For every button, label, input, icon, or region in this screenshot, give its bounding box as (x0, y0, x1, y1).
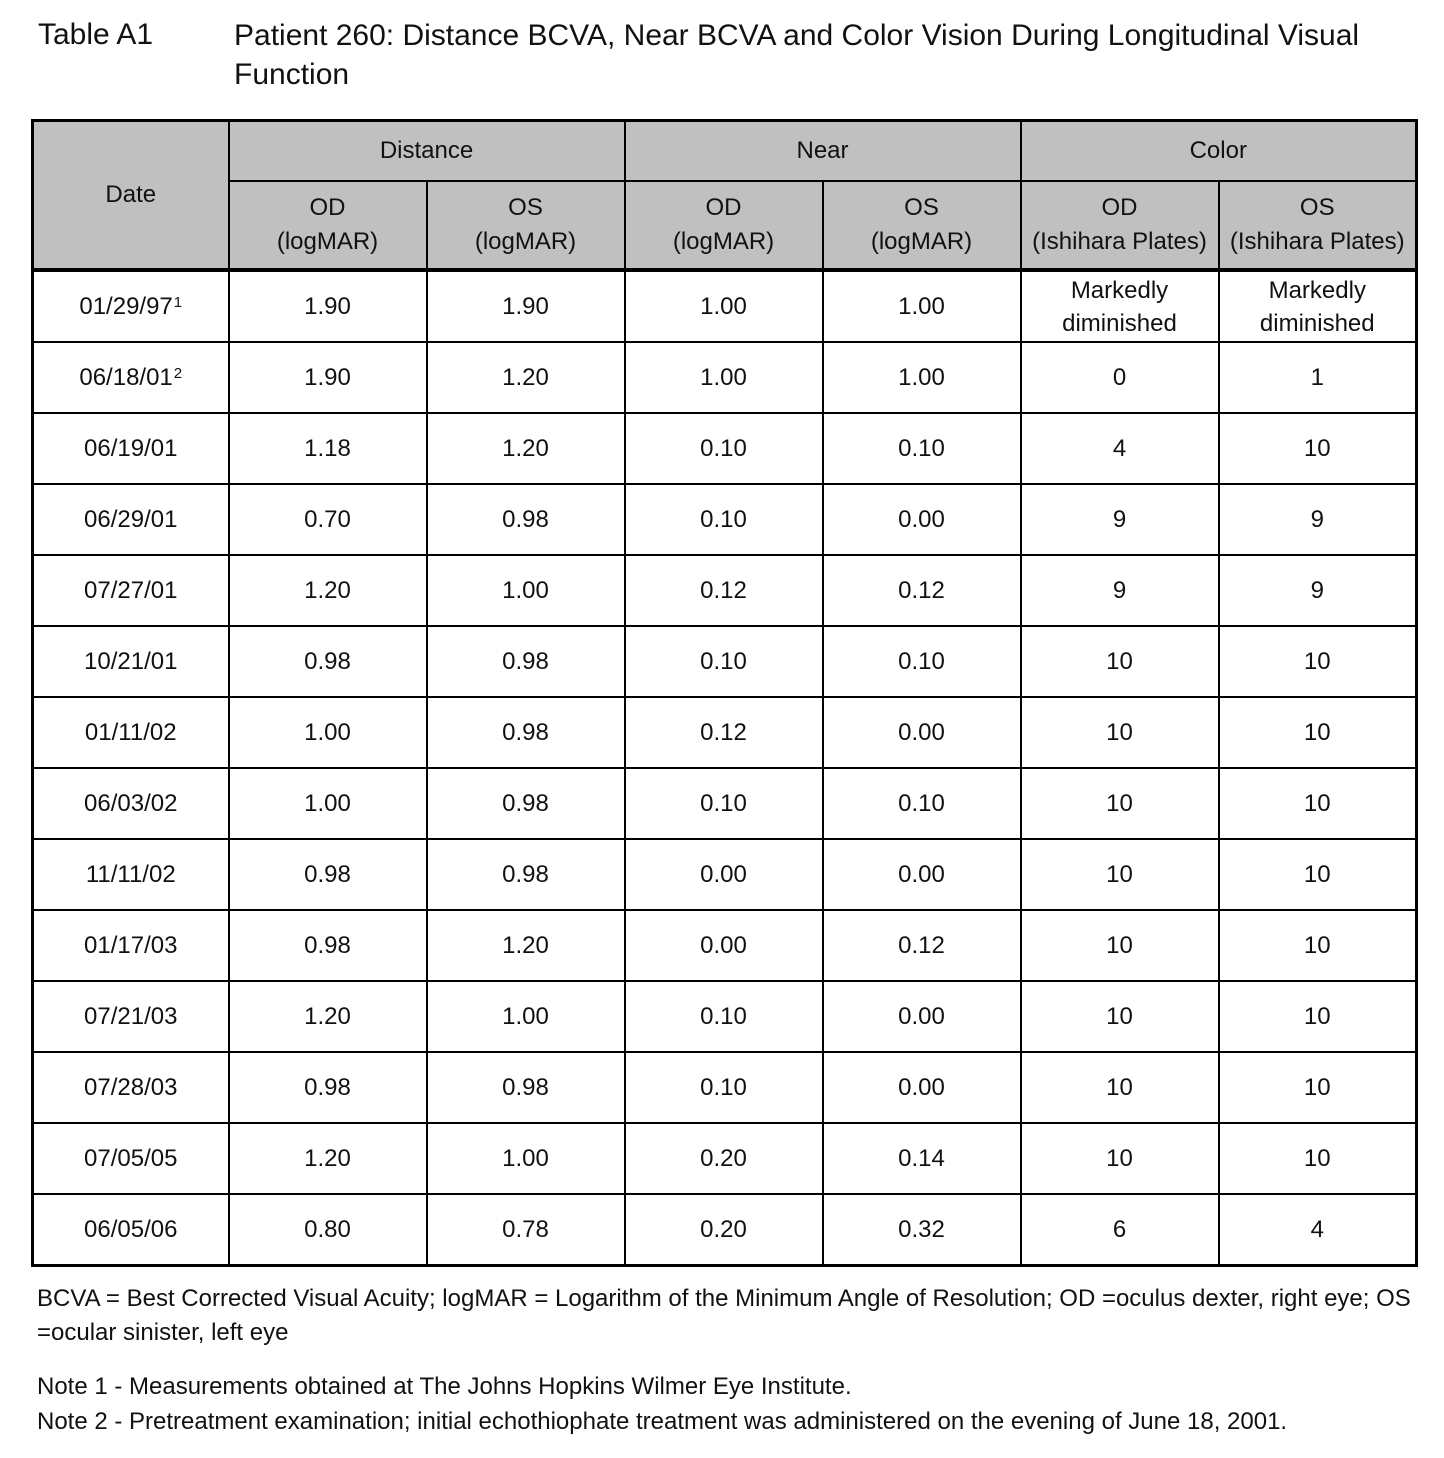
color-od-cell: 10 (1021, 1052, 1219, 1123)
color-od-cell: 6 (1021, 1194, 1219, 1266)
table-row (33, 342, 1417, 413)
color-os-cell: 10 (1219, 1052, 1417, 1123)
date-cell (33, 555, 229, 626)
color-os-cell: 10 (1219, 839, 1417, 910)
distance-od-cell: 1.90 (229, 342, 427, 413)
date-value: 11/11/02 (85, 861, 176, 888)
near-od-cell: 0.10 (625, 981, 823, 1052)
near-od-cell: 0.12 (625, 697, 823, 768)
color-os-cell: 10 (1219, 1123, 1417, 1194)
near-os-cell: 0.00 (823, 1052, 1021, 1123)
near-od-cell: 0.20 (625, 1194, 823, 1266)
near-os-cell: 0.00 (823, 839, 1021, 910)
date-cell (33, 626, 229, 697)
distance-os-cell: 1.20 (427, 910, 625, 981)
footnote-1: Note 1 - Measurements obtained at The Johns Hopkins Wilmer Eye Institute. (37, 1373, 852, 1400)
color-os-cell: 9 (1219, 555, 1417, 626)
color-od-cell: 9 (1021, 484, 1219, 555)
near-os-cell: 0.12 (823, 555, 1021, 626)
unit-label: (Ishihara Plates) (1032, 228, 1207, 255)
near-os-cell: 0.00 (823, 697, 1021, 768)
table-row (33, 626, 1417, 697)
table-row (33, 910, 1417, 981)
distance-od-cell: 1.90 (229, 270, 427, 342)
color-os-cell (1219, 270, 1417, 342)
color-group-header: Color (1021, 121, 1417, 182)
distance-os-cell: 1.20 (427, 413, 625, 484)
color-os-cell: 10 (1219, 910, 1417, 981)
near-os-cell: 0.10 (823, 413, 1021, 484)
distance-os-cell: 1.90 (427, 270, 625, 342)
distance-group-header: Distance (229, 121, 625, 182)
distance-os-cell: 1.20 (427, 342, 625, 413)
near-od-cell: 0.00 (625, 839, 823, 910)
color-os-header (1219, 181, 1417, 270)
date-value: 07/27/01 (84, 577, 178, 604)
color-od-cell: 10 (1021, 839, 1219, 910)
date-column-header: Date (33, 121, 229, 271)
eye-label: OS (1299, 194, 1335, 221)
near-od-cell: 0.10 (625, 626, 823, 697)
cell-text-line: diminished (1062, 309, 1177, 337)
distance-od-cell: 0.98 (229, 626, 427, 697)
table-row (33, 1052, 1417, 1123)
date-cell (33, 768, 229, 839)
color-os-cell: 10 (1219, 413, 1417, 484)
unit-label: (logMAR) (870, 228, 973, 255)
distance-od-cell: 1.20 (229, 1123, 427, 1194)
eye-label: OD (309, 194, 346, 221)
distance-od-cell: 1.20 (229, 555, 427, 626)
table-row (33, 413, 1417, 484)
footnote-marker: 1 (173, 294, 183, 311)
cell-text-line: Markedly (1268, 276, 1366, 304)
color-od-cell: 10 (1021, 768, 1219, 839)
table-row (33, 981, 1417, 1052)
table-body (33, 270, 1417, 1266)
color-od-cell: 10 (1021, 626, 1219, 697)
date-value: 01/29/97 (79, 293, 173, 320)
date-cell (33, 1194, 229, 1266)
table-title: Patient 260: Distance BCVA, Near BCVA and Color Vision During Longitudinal Visual Function (234, 19, 1360, 91)
distance-od-cell: 1.00 (229, 697, 427, 768)
date-cell (33, 484, 229, 555)
eye-label: OS (904, 194, 939, 221)
distance-os-cell: 1.00 (427, 555, 625, 626)
distance-os-cell: 0.98 (427, 768, 625, 839)
footnotes (37, 1369, 1427, 1439)
unit-label: (logMAR) (474, 228, 577, 255)
color-os-cell: 10 (1219, 768, 1417, 839)
table-row (33, 1194, 1417, 1266)
date-value: 10/21/01 (84, 648, 178, 675)
unit-label: (Ishihara Plates) (1229, 228, 1405, 255)
color-od-header (1021, 181, 1219, 270)
distance-os-header (427, 181, 625, 270)
table-row (33, 839, 1417, 910)
date-cell (33, 270, 229, 342)
near-os-cell: 0.00 (823, 981, 1021, 1052)
date-value: 01/17/03 (84, 932, 178, 959)
table-row (33, 768, 1417, 839)
color-od-cell: 4 (1021, 413, 1219, 484)
date-value: 06/19/01 (84, 435, 178, 462)
distance-od-cell: 0.80 (229, 1194, 427, 1266)
table-row (33, 1123, 1417, 1194)
footnote-marker: 2 (173, 365, 183, 382)
date-value: 06/29/01 (84, 506, 178, 533)
date-value: 07/21/03 (84, 1003, 178, 1030)
near-group-header: Near (625, 121, 1021, 182)
distance-od-cell: 0.98 (229, 839, 427, 910)
eye-label: OS (508, 194, 543, 221)
distance-od-cell: 0.98 (229, 1052, 427, 1123)
color-od-cell: 10 (1021, 981, 1219, 1052)
color-od-cell (1021, 270, 1219, 342)
near-od-cell: 0.10 (625, 413, 823, 484)
date-cell (33, 413, 229, 484)
eye-label: OD (1101, 194, 1138, 221)
distance-od-cell: 0.70 (229, 484, 427, 555)
distance-os-cell: 1.00 (427, 981, 625, 1052)
color-od-cell: 10 (1021, 1123, 1219, 1194)
color-os-cell: 1 (1219, 342, 1417, 413)
color-os-cell: 4 (1219, 1194, 1417, 1266)
near-od-cell: 0.10 (625, 768, 823, 839)
table-row (33, 555, 1417, 626)
table-row (33, 270, 1417, 342)
color-os-cell: 10 (1219, 981, 1417, 1052)
distance-od-cell: 0.98 (229, 910, 427, 981)
date-cell (33, 839, 229, 910)
table-row (33, 697, 1417, 768)
date-cell (33, 1052, 229, 1123)
color-od-cell: 9 (1021, 555, 1219, 626)
distance-od-cell: 1.20 (229, 981, 427, 1052)
distance-od-cell: 1.18 (229, 413, 427, 484)
near-od-cell: 0.12 (625, 555, 823, 626)
header-subcolumn-row (33, 181, 1417, 270)
distance-os-cell: 0.98 (427, 1052, 625, 1123)
color-os-cell: 9 (1219, 484, 1417, 555)
near-os-header (823, 181, 1021, 270)
near-od-cell: 0.10 (625, 484, 823, 555)
color-os-cell: 10 (1219, 626, 1417, 697)
near-os-cell: 0.32 (823, 1194, 1021, 1266)
near-os-cell: 0.00 (823, 484, 1021, 555)
abbreviation-definitions: BCVA = Best Corrected Visual Acuity; logMAR = Logarithm of the Minimum Angle of Resolution; OD =oculus dexter, right eye; OS =ocular sinister, left eye (37, 1285, 1411, 1346)
eye-label: OD (705, 194, 742, 221)
distance-os-cell: 0.98 (427, 697, 625, 768)
near-od-cell: 0.10 (625, 1052, 823, 1123)
distance-os-cell: 0.98 (427, 484, 625, 555)
near-od-cell: 1.00 (625, 270, 823, 342)
near-od-cell: 0.00 (625, 910, 823, 981)
near-od-cell: 0.20 (625, 1123, 823, 1194)
near-os-cell: 1.00 (823, 342, 1021, 413)
table-label: Table A1 (38, 18, 154, 51)
cell-text-line: diminished (1259, 309, 1375, 337)
distance-os-cell: 0.78 (427, 1194, 625, 1266)
date-value: 07/28/03 (84, 1074, 178, 1101)
cell-text-line: Markedly (1070, 276, 1169, 304)
near-os-cell: 0.14 (823, 1123, 1021, 1194)
date-value: 06/05/06 (84, 1216, 178, 1243)
date-value: 06/03/02 (84, 790, 178, 817)
distance-os-cell: 0.98 (427, 839, 625, 910)
near-os-cell: 0.10 (823, 626, 1021, 697)
distance-os-cell: 1.00 (427, 1123, 625, 1194)
color-od-cell: 10 (1021, 697, 1219, 768)
unit-label: (logMAR) (276, 228, 379, 255)
header-group-row (33, 121, 1417, 182)
color-od-cell: 0 (1021, 342, 1219, 413)
distance-os-cell: 0.98 (427, 626, 625, 697)
near-od-cell: 1.00 (625, 342, 823, 413)
near-os-cell: 1.00 (823, 270, 1021, 342)
footnote-2: Note 2 - Pretreatment examination; initial echothiophate treatment was administered on the evening of June 18, 2001. (37, 1408, 1288, 1435)
table-row (33, 484, 1417, 555)
color-od-cell: 10 (1021, 910, 1219, 981)
data-table (31, 119, 1418, 1267)
date-value: 01/11/02 (84, 719, 177, 746)
unit-label: (logMAR) (672, 228, 775, 255)
date-cell (33, 1123, 229, 1194)
date-value: 06/18/01 (79, 364, 173, 391)
table-header (33, 121, 1417, 271)
date-cell (33, 981, 229, 1052)
distance-od-header (229, 181, 427, 270)
date-value: 07/05/05 (84, 1145, 178, 1172)
date-cell (33, 342, 229, 413)
date-cell (33, 697, 229, 768)
near-os-cell: 0.10 (823, 768, 1021, 839)
distance-od-cell: 1.00 (229, 768, 427, 839)
near-os-cell: 0.12 (823, 910, 1021, 981)
date-cell (33, 910, 229, 981)
color-os-cell: 10 (1219, 697, 1417, 768)
near-od-header (625, 181, 823, 270)
